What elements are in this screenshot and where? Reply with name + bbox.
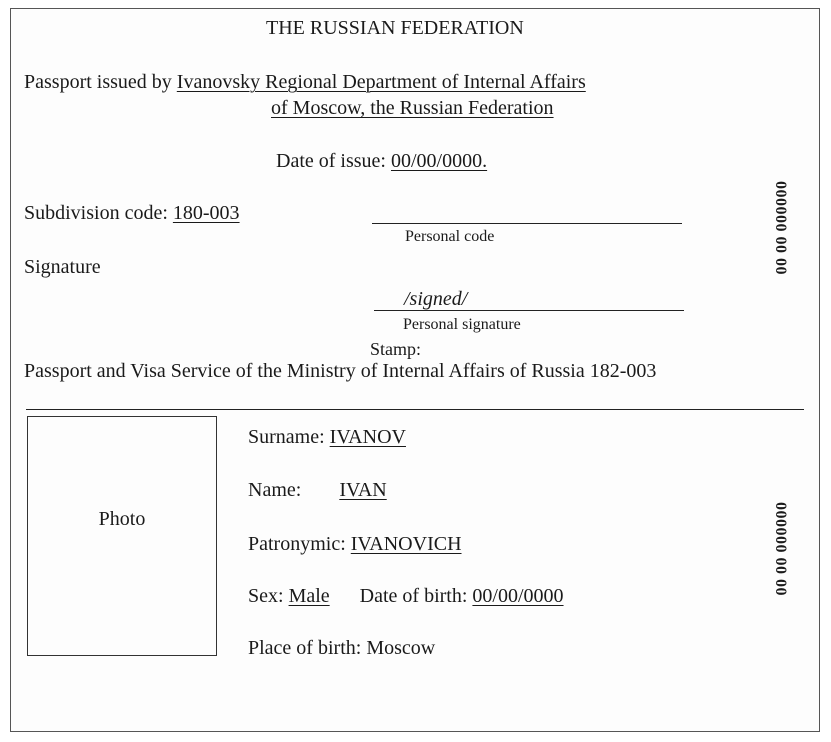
document-title: THE RUSSIAN FEDERATION [266, 17, 524, 39]
name-label: Name: [248, 479, 302, 501]
photo-label: Photo [98, 508, 146, 530]
sex-label: Sex: [248, 585, 284, 607]
personal-code-caption: Personal code [405, 228, 495, 245]
dob-value: 00/00/0000 [472, 585, 564, 607]
serial-number-top: 000000 00 00 [772, 181, 789, 275]
patronymic-value: IVANOVICH [350, 533, 462, 555]
page-divider [26, 409, 804, 410]
patronymic-row [248, 533, 462, 556]
name-row [248, 479, 387, 502]
name-value: IVAN [339, 479, 387, 501]
serial-number-bottom: 000000 00 00 [772, 502, 789, 596]
issued-by-value-line2: of Moscow, the Russian Federation [271, 97, 554, 119]
issued-by-value-line1: Ivanovsky Regional Department of Internal Affairs [176, 71, 586, 93]
date-of-issue-value: 00/00/0000. [390, 150, 488, 172]
surname-label: Surname: [248, 426, 325, 448]
surname-row [248, 426, 406, 449]
stamp-label: Stamp: [370, 339, 422, 359]
signed-value: /signed/ [404, 288, 468, 310]
subdivision-value: 180-003 [172, 202, 240, 224]
patronymic-label: Patronymic: [248, 533, 346, 555]
photo-box [27, 416, 217, 656]
personal-signature-line [374, 310, 684, 311]
sex-dob-row [248, 585, 564, 608]
dob-label: Date of birth: [359, 585, 468, 607]
surname-value: IVANOV [329, 426, 406, 448]
personal-signature-caption: Personal signature [403, 316, 521, 333]
place-of-birth-value: Moscow [366, 637, 436, 659]
signature-label: Signature [24, 256, 101, 278]
issued-by-row [24, 71, 586, 94]
sex-value: Male [288, 585, 330, 607]
place-of-birth-label: Place of birth: [248, 637, 362, 659]
issued-by-label: Passport issued by [24, 71, 172, 93]
subdivision-label: Subdivision code: [24, 202, 168, 224]
stamp-text: Passport and Visa Service of the Ministry of Internal Affairs of Russia 182-003 [24, 360, 657, 382]
personal-code-line [372, 223, 682, 224]
date-of-issue-row [276, 150, 487, 173]
place-of-birth-row [248, 637, 435, 660]
date-of-issue-label: Date of issue: [276, 150, 386, 172]
subdivision-row [24, 202, 240, 225]
